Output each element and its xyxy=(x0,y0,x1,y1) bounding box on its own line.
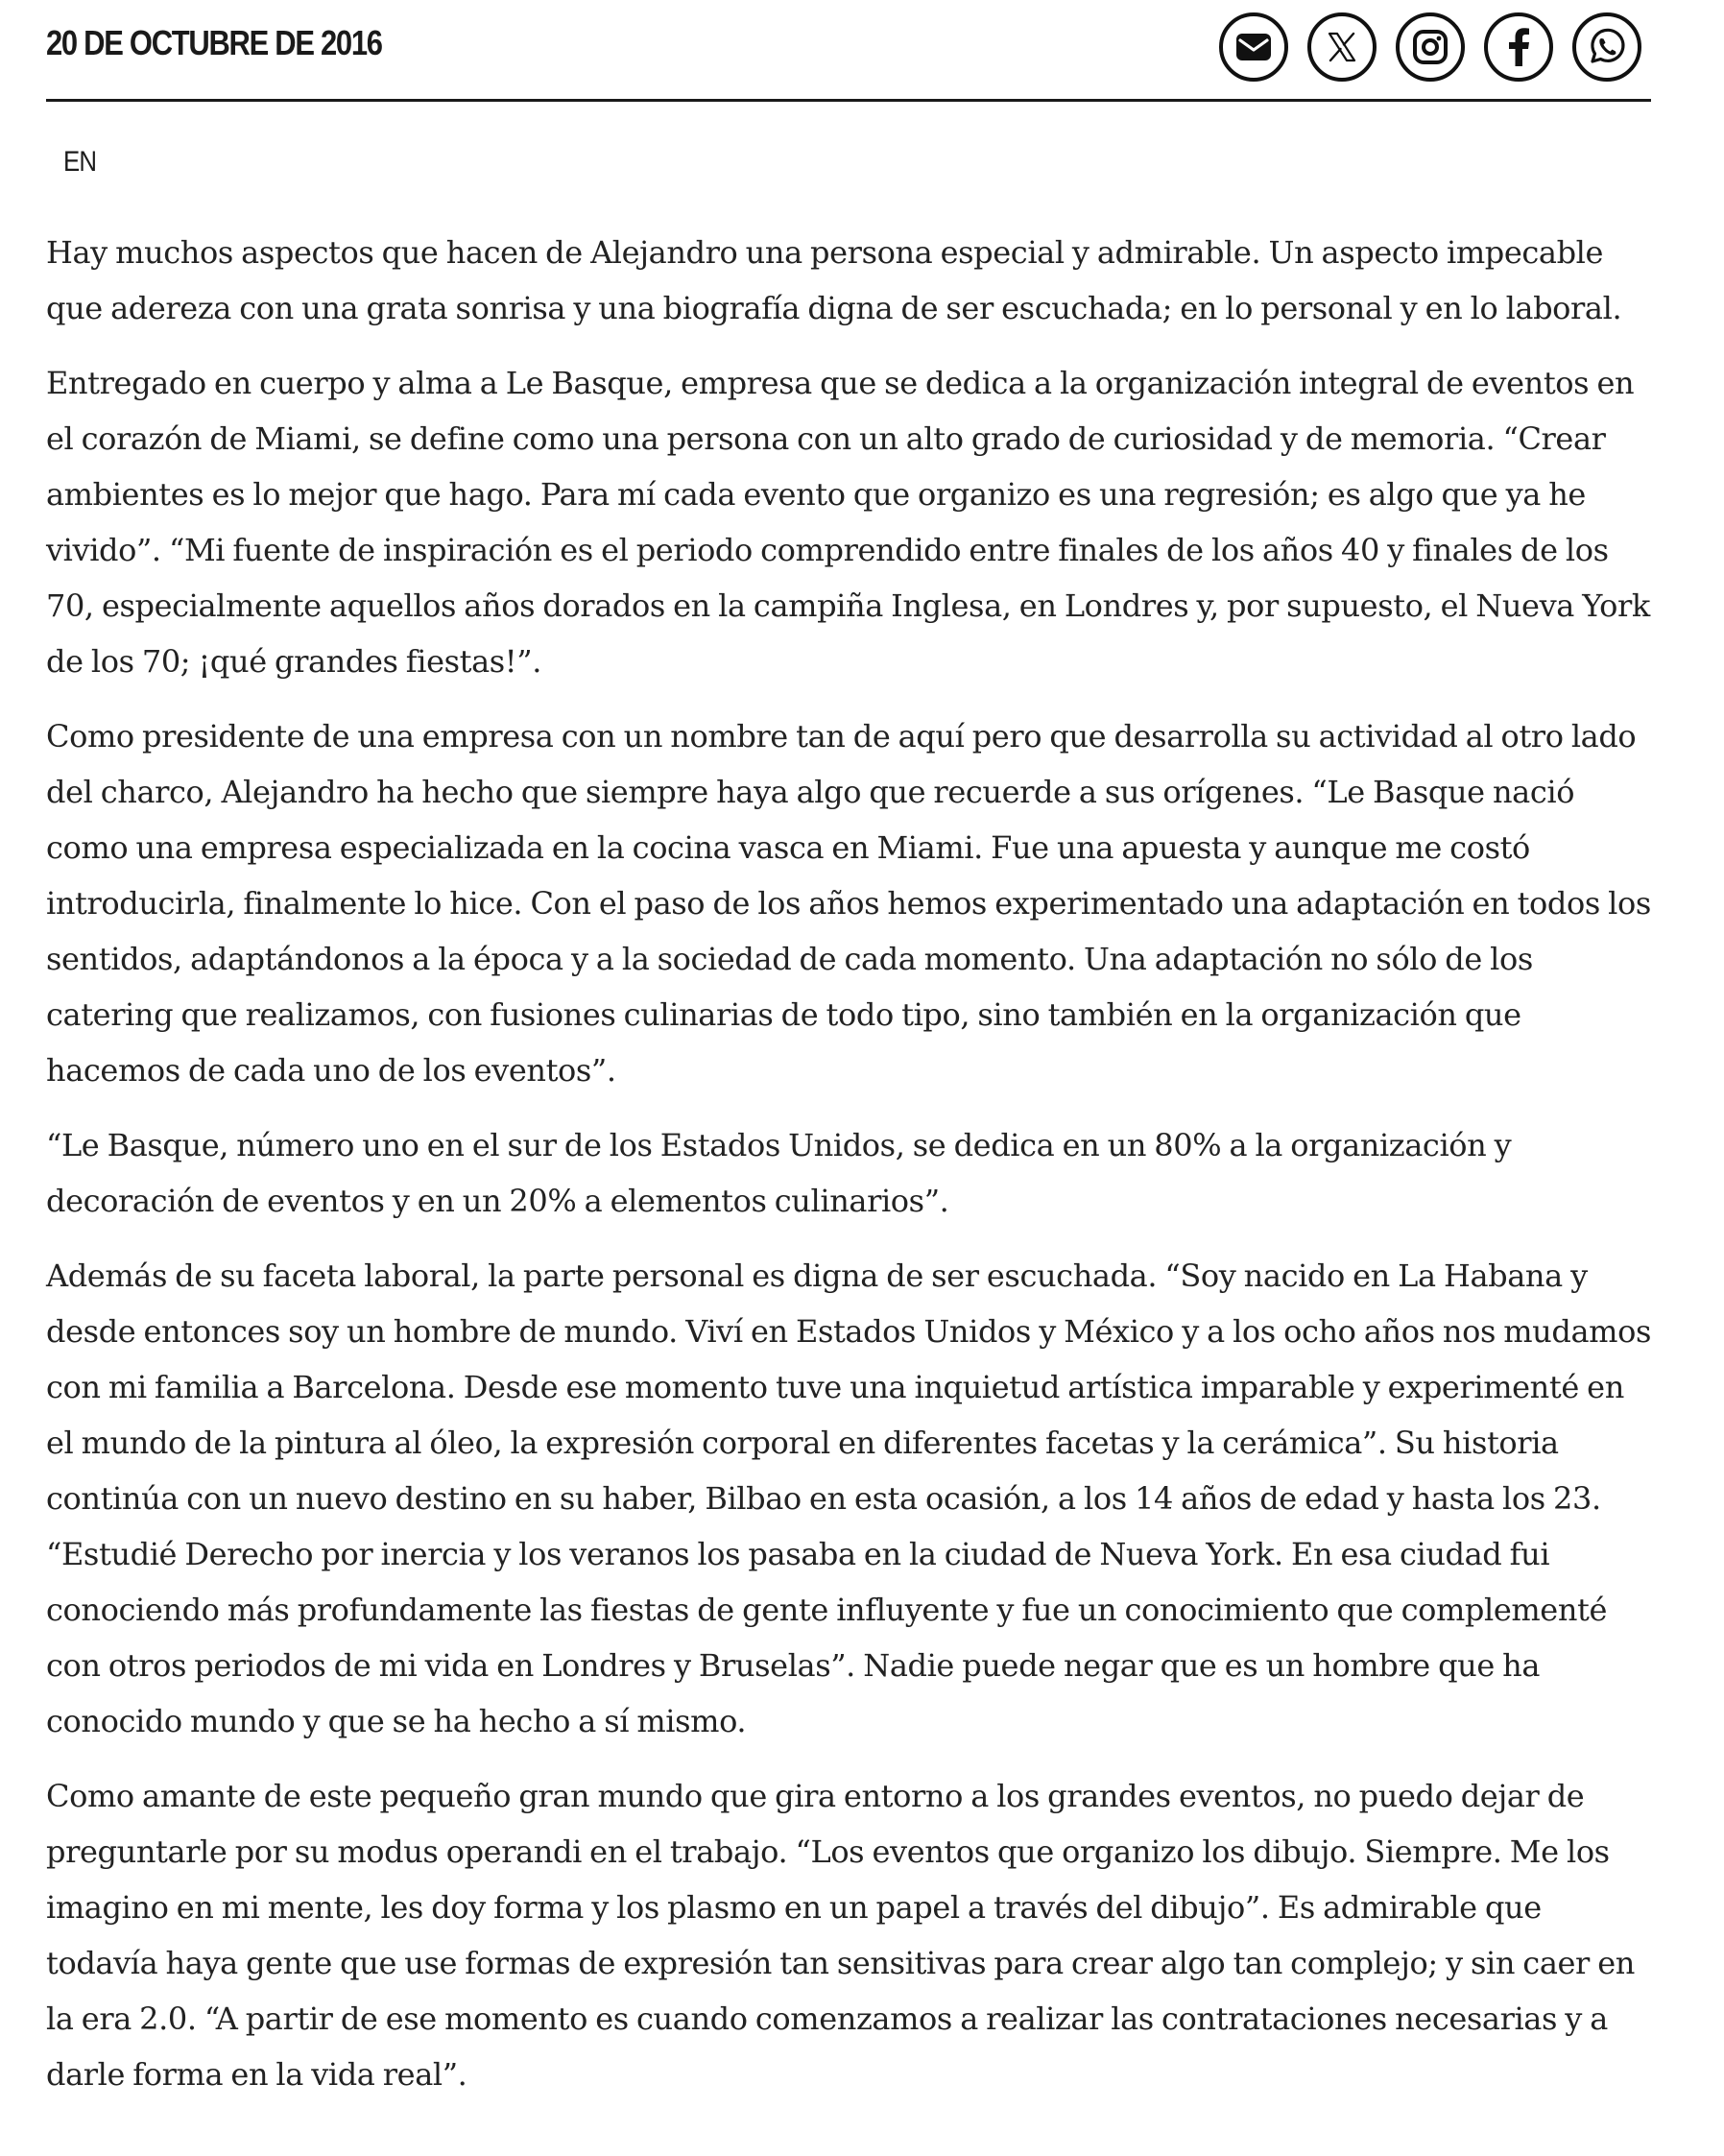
share-whatsapp-button[interactable] xyxy=(1572,12,1641,82)
facebook-icon xyxy=(1507,27,1530,67)
article-paragraph: Hay muchos aspectos que hacen de Alejandro una persona especial y admirable. Un aspecto impecable que adereza con una grata sonrisa y una biografía digna de ser escuchada; en lo personal y en lo laboral. xyxy=(46,234,1622,326)
share-email-button[interactable] xyxy=(1219,12,1288,82)
whatsapp-icon xyxy=(1586,26,1628,68)
article-header xyxy=(46,0,1651,102)
article-paragraph: Como presidente de una empresa con un nombre tan de aquí pero que desarrolla su actividad al otro lado del charco, Alejandro ha hecho que siempre haya algo que recuerde a sus orígenes. “Le Basque nació como una empresa especializada en la cocina vasca en Miami. Fue una apuesta y aunque me costó introducirla, finalmente lo hice. Con el paso de los años hemos experimentado una adaptación en todos los sentidos, adaptándonos a la época y a la sociedad de cada momento. Una adaptación no sólo de los catering que realizamos, con fusiones culinarias de todo tipo, sino también en la organización que hacemos de cada uno de los eventos”. xyxy=(46,718,1651,1089)
email-icon xyxy=(1235,33,1272,61)
article-body xyxy=(46,225,1659,2121)
publish-date: 20 DE OCTUBRE DE 2016 xyxy=(46,23,382,62)
article-paragraph: Entregado en cuerpo y alma a Le Basque, empresa que se dedica a la organización integral de eventos en el corazón de Miami, se define como una persona con un alto grado de curiosidad y de memoria. “Crear ambientes es lo mejor que hago. Para mí cada evento que organizo es una regresión; es algo que ya he vivido”. “Mi fuente de inspiración es el periodo comprendido entre finales de los años 40 y finales de los 70, especialmente aquellos años dorados en la campiña Inglesa, en Londres y, por supuesto, el Nueva York de los 70; ¡qué grandes fiestas!”. xyxy=(46,365,1650,680)
share-bar xyxy=(1219,12,1641,82)
share-instagram-button[interactable] xyxy=(1396,12,1465,82)
article-paragraph: Como amante de este pequeño gran mundo que gira entorno a los grandes eventos, no puedo dejar de preguntarle por su modus operandi en el trabajo. “Los eventos que organizo los dibujo. Siempre. Me los imagino en mi mente, les doy forma y los plasmo en un papel a través del dibujo”. Es admirable que todavía haya gente que use formas de expresión tan sensitivas para crear algo tan complejo; y sin caer en la era 2.0. “A partir de ese momento es cuando comenzamos a realizar las contrataciones necesarias y a darle forma en la vida real”. xyxy=(46,1778,1635,2093)
article-paragraph: “Le Basque, número uno en el sur de los Estados Unidos, se dedica en un 80% a la organización y decoración de eventos y en un 20% a elementos culinarios”. xyxy=(46,1127,1512,1219)
language-toggle[interactable]: EN xyxy=(63,146,97,178)
article-paragraph: Además de su faceta laboral, la parte personal es digna de ser escuchada. “Soy nacido en La Habana y desde entonces soy un hombre de mundo. Viví en Estados Unidos y México y a los ocho años nos mudamos con mi familia a Barcelona. Desde ese momento tuve una inquietud artística imparable y experimenté en el mundo de la pintura al óleo, la expresión corporal en diferentes facetas y la cerámica”. Su historia continúa con un nuevo destino en su haber, Bilbao en esta ocasión, a los 14 años de edad y hasta los 23. “Estudié Derecho por inercia y los veranos los pasaba en la ciudad de Nueva York. En esa ciudad fui conociendo más profundamente las fiestas de gente influyente y fue un conocimiento que complementé con otros periodos de mi vida en Londres y Bruselas”. Nadie puede negar que es un hombre que ha conocido mundo y que se ha hecho a sí mismo. xyxy=(46,1258,1651,1739)
share-x-button[interactable] xyxy=(1307,12,1377,82)
instagram-icon xyxy=(1412,29,1449,65)
share-facebook-button[interactable] xyxy=(1484,12,1553,82)
x-icon xyxy=(1325,30,1359,64)
